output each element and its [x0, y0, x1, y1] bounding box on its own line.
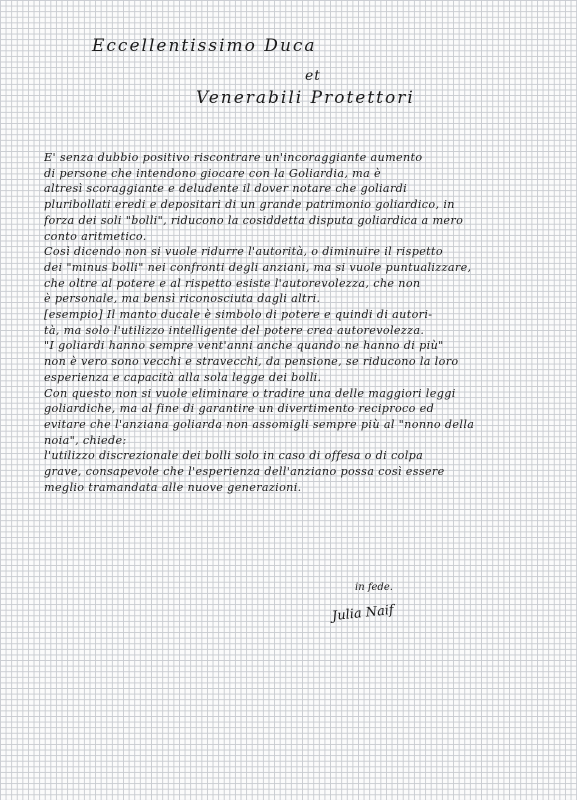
body-line: goliardiche, ma al fine di garantire un divertimento reciproco ed [44, 402, 435, 416]
body-line: E' senza dubbio positivo riscontrare un'incoraggiante aumento [44, 151, 423, 164]
signature: Julia Naif [331, 602, 395, 625]
body-line: dei "minus bolli" nei confronti degli anziani, ma si vuole puntualizzare, [44, 260, 472, 274]
body-line: noia", chiede: [44, 433, 127, 447]
body-line: altresì scoraggiante e deludente il dover notare che goliardi [44, 182, 408, 196]
body-line: che oltre al potere e al rispetto esiste l'autorevolezza, che non [44, 276, 421, 290]
body-line: grave, consapevole che l'esperienza dell'anziano possa così essere [44, 465, 445, 479]
body-line: "I goliardi hanno sempre vent'anni anche quando ne hanno di più" [44, 339, 444, 353]
title-line-2: et [305, 68, 321, 84]
body-line: Così dicendo non si vuole ridurre l'autorità, o diminuire il rispetto [44, 245, 443, 259]
body-line: [esempio] Il manto ducale è simbolo di potere e quindi di autori- [44, 308, 433, 322]
body-line: è personale, ma bensì riconosciuta dagli altri. [44, 292, 321, 306]
body-line: forza dei soli "bolli", riducono la cosiddetta disputa goliardica a mero [44, 213, 464, 227]
body-line: pluribollati eredi e depositari di un grande patrimonio goliardico, in [44, 198, 455, 212]
body-line: l'utilizzo discrezionale dei bolli solo in caso di offesa o di colpa [44, 449, 424, 463]
body-line: conto aritmetico. [44, 229, 147, 243]
body-line: Con questo non si vuole eliminare o tradire una delle maggiori leggi [44, 386, 456, 400]
body-line: tà, ma solo l'utilizzo intelligente del potere crea autorevolezza. [44, 323, 425, 337]
title-line-3: Venerabili Protettori [196, 88, 415, 108]
body-line: meglio tramandata alle nuove generazioni. [44, 480, 302, 494]
body-line: esperienza e capacità alla sola legge dei bolli. [44, 370, 322, 384]
closing-in-fede: in fede. [355, 582, 393, 593]
letter-body [44, 150, 574, 495]
body-line: evitare che l'anziana goliarda non assomigli sempre più al "nonno della [44, 417, 475, 431]
body-line: di persone che intendono giocare con la Goliardia, ma è [44, 166, 382, 180]
body-line: non è vero sono vecchi e stravecchi, da pensione, se riducono la loro [44, 355, 459, 369]
title-line-1: Eccellentissimo Duca [92, 36, 317, 56]
